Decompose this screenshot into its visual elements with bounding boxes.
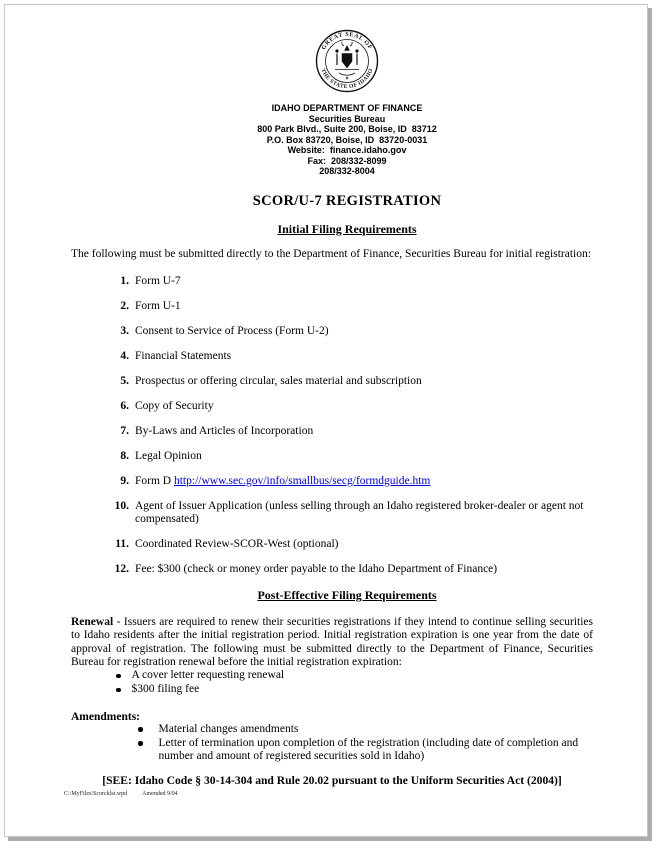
list-item: 3. Consent to Service of Process (Form U-2) <box>120 324 329 337</box>
idaho-state-seal-icon <box>315 29 379 93</box>
list-item: 5. Prospectus or offering circular, sales material and subscription <box>120 374 422 387</box>
document-footer <box>64 790 623 798</box>
seal-container <box>71 5 623 98</box>
agency-pobox: P.O. Box 83720, Boise, ID 83720-0031 <box>266 134 428 145</box>
bullet-item: $300 filing fee <box>71 683 623 697</box>
seal-star-glyph: ★ <box>344 75 350 81</box>
bullet-dot-icon <box>138 741 143 746</box>
amendment-bullets <box>71 723 623 764</box>
list-item: 10. Agent of Issuer Application (unless selling through an Idaho registered broker-dealer or agent not compensated) <box>114 499 584 526</box>
list-item: 7. By-Laws and Articles of Incorporation <box>120 424 314 437</box>
renewal-label: Renewal <box>71 616 114 629</box>
list-item: 12. Fee: $300 (check or money order payable to the Idaho Department of Finance) <box>114 563 498 576</box>
agency-header <box>71 103 623 177</box>
bullet-item: Letter of termination upon completion of the registration (including date of completion and number and amount of registered securities sold in Idaho) <box>71 737 623 764</box>
amendments-label: Amendments: <box>71 710 140 723</box>
renewal-paragraph: Renewal - Issuers are required to renew their securities registrations if they intend to continue selling securities to Idaho residents after the initial registration period. Initial registration expiration is one year from the date of approval of registration. The following must be submitted directly to the Department of Finance, Securities Bureau for registration renewal before the initial registration expiration: <box>71 616 593 668</box>
list-item: 8. Legal Opinion <box>120 449 202 462</box>
seal-bottom-text: THE STATE OF IDAHO <box>319 67 375 91</box>
list-item: 2. Form U-1 <box>120 299 181 312</box>
bullet-dot-icon <box>116 688 121 693</box>
list-item: 11. Coordinated Review-SCOR-West (optional) <box>115 538 339 551</box>
file-path: C:\MyFiles\Scorcklst.wpd <box>64 790 128 797</box>
list-item: 9. Form D http://www.sec.gov/info/smallbus/secg/formdguide.htm <box>120 474 431 487</box>
document-title: SCOR/U-7 REGISTRATION <box>252 192 442 209</box>
agency-fax: Fax: 208/332-8099 <box>307 155 387 166</box>
list-item: 6. Copy of Security <box>120 399 214 412</box>
formd-guide-link[interactable]: http://www.sec.gov/info/smallbus/secg/formdguide.htm <box>173 474 431 487</box>
statute-reference: [SEE: Idaho Code § 30-14-304 and Rule 20.02 pursuant to the Uniform Securities Act (2004)] <box>102 773 562 787</box>
initial-filing-list <box>71 275 623 577</box>
seal-top-text: GREAT SEAL OF <box>321 31 373 52</box>
bullet-item: A cover letter requesting renewal <box>71 669 623 683</box>
agency-website: Website: finance.idaho.gov <box>287 145 407 155</box>
amended-note: Amended 9/04 <box>142 790 178 797</box>
document-page <box>4 4 648 837</box>
agency-bureau: Securities Bureau <box>308 113 386 124</box>
agency-street: 800 Park Blvd., Suite 200, Boise, ID 83712 <box>257 124 437 134</box>
section-heading-post-effective: Post-Effective Filing Requirements <box>257 588 437 603</box>
list-item: 4. Financial Statements <box>120 349 232 362</box>
list-item: 1. Form U-7 <box>120 274 181 287</box>
intro-paragraph: The following must be submitted directly to the Department of Finance, Securities Bureau for initial registration: <box>71 247 591 260</box>
bullet-item: Material changes amendments <box>71 723 623 737</box>
renewal-bullets <box>71 669 623 697</box>
agency-phone: 208/332-8004 <box>319 166 375 176</box>
agency-name: IDAHO DEPARTMENT OF FINANCE <box>271 103 423 113</box>
bullet-dot-icon <box>116 674 121 679</box>
section-heading-initial-filing: Initial Filing Requirements <box>277 221 417 236</box>
bullet-dot-icon <box>138 727 143 732</box>
